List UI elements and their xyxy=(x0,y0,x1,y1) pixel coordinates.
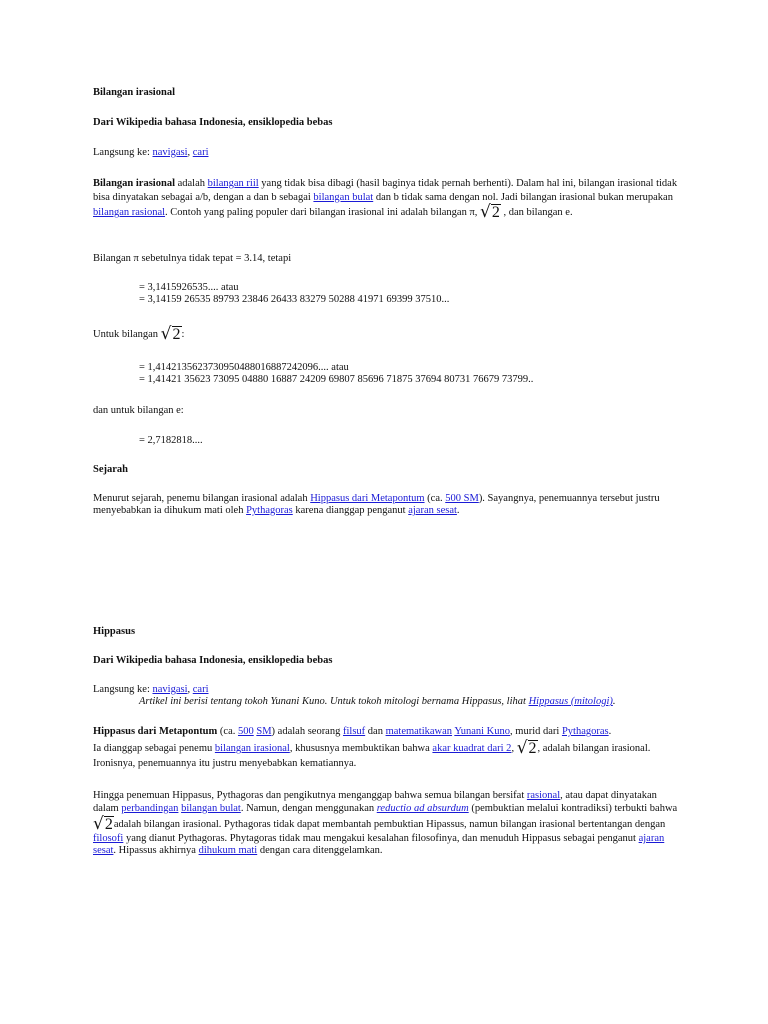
e-value-line: = 2,7182818.... xyxy=(139,435,203,446)
article-title: Bilangan irasional xyxy=(93,87,175,98)
link-yunani-kuno[interactable]: Yunani Kuno xyxy=(454,726,511,737)
pi-value-line-1: = 3,1415926535.... atau xyxy=(139,282,239,293)
search-link[interactable]: cari xyxy=(192,147,209,158)
sqrt-2-formula: √2 xyxy=(480,202,500,222)
link-matematikawan[interactable]: matematikawan xyxy=(385,726,453,737)
link-rasional[interactable]: rasional xyxy=(526,790,561,801)
link-sm[interactable]: SM xyxy=(256,726,272,737)
sqrt-2-formula: √2 xyxy=(516,738,537,758)
hatnote: Artikel ini berisi tentang tokoh Yunani Kuno. Untuk tokoh mitologi bernama Hippasus, lihat Hippasus (mitologi). xyxy=(139,696,616,707)
e-intro: dan untuk bilangan e: xyxy=(93,405,184,416)
jump-links: Langsung ke: navigasi, cari xyxy=(93,684,209,695)
link-dihukum-mati[interactable]: dihukum mati xyxy=(198,845,258,857)
jump-links: Langsung ke: navigasi, cari xyxy=(93,147,209,158)
hippasus-paragraph-3: Hingga penemuan Hippasus, Pythagoras dan pengikutnya menganggap bahwa semua bilangan bersifat rasional, atau dapat dinyatakan dalam perbandingan bilangan bulat. Namun, dengan menggunakan reductio ad absurdum (pembuktian melalui kontradiksi) terbukti bahwa √2adalah bilangan irasional. Pythagoras tidak dapat membantah pembuktian Hipassus, namun bilangan irasional bertentangan dengan filosofi yang dianut Pythagoras. Phytagoras tidak mau mengakui kesalahan filosofinya, dan menuduh Hippasus sebagai penganut ajaran sesat. Hipassus akhirnya dihukum mati dengan cara ditenggelamkan. xyxy=(93,790,678,857)
hippasus-paragraph-2: Ia dianggap sebagai penemu bilangan irasional, khususnya membuktikan bahwa akar kuadrat dari 2, √2, adalah bilangan irasional. Ironisnya, penemuannya itu justru menyebabkan kematiannya. xyxy=(93,738,651,769)
link-ajaran-sesat[interactable]: ajaran sesat xyxy=(408,505,457,516)
link-500[interactable]: 500 xyxy=(237,726,254,737)
article-subtitle: Dari Wikipedia bahasa Indonesia, ensiklopedia bebas xyxy=(93,655,333,666)
link-hippasus-mitologi[interactable]: Hippasus (mitologi) xyxy=(528,696,613,707)
pi-value-line-2: = 3,14159 26535 89793 23846 26433 83279 50288 41971 69399 37510... xyxy=(139,294,450,305)
article-subtitle: Dari Wikipedia bahasa Indonesia, ensiklopedia bebas xyxy=(93,117,333,128)
link-bilangan-irasional[interactable]: bilangan irasional xyxy=(214,743,290,754)
link-bilangan-riil[interactable]: bilangan riil xyxy=(207,178,259,189)
link-akar-kuadrat-dari-2[interactable]: akar kuadrat dari 2 xyxy=(432,743,512,754)
link-bilangan-bulat[interactable]: bilangan bulat xyxy=(181,802,241,814)
link-bilangan-bulat[interactable]: bilangan bulat xyxy=(313,191,374,203)
article-title: Hippasus xyxy=(93,626,136,637)
link-pythagoras[interactable]: Pythagoras xyxy=(246,505,293,516)
link-ajaran-sesat[interactable]: ajaran sesat xyxy=(93,832,665,857)
link-pythagoras[interactable]: Pythagoras xyxy=(561,726,609,737)
sqrt-2-formula: √2 xyxy=(160,324,181,344)
link-filosofi[interactable]: filosofi xyxy=(93,832,124,844)
history-paragraph: Menurut sejarah, penemu bilangan irasional adalah Hippasus dari Metapontum (ca. 500 SM). Sayangnya, penemuannya tersebut justru menyebabkan ia dihukum mati oleh Pythagoras karena dianggap penganut ajaran sesat. xyxy=(93,493,660,516)
link-hippasus[interactable]: Hippasus dari Metapontum xyxy=(310,493,425,504)
hippasus-intro: Hippasus dari Metapontum (ca. 500 SM) adalah seorang filsuf dan matematikawan Yunani Kuno, murid dari Pythagoras. xyxy=(93,726,612,737)
link-reductio-ad-absurdum[interactable]: reductio ad absurdum xyxy=(376,802,469,814)
link-filsuf[interactable]: filsuf xyxy=(342,726,366,737)
link-500-sm[interactable]: 500 SM xyxy=(445,493,479,504)
sqrt2-value-line-1: = 1,4142135623730950488016887242096.... atau xyxy=(139,362,349,373)
sqrt2-value-line-2: = 1,41421 35623 73095 04880 16887 24209 69807 85696 71875 37694 80731 76679 73799.. xyxy=(139,374,534,385)
sqrt2-intro: Untuk bilangan √2: xyxy=(93,324,185,344)
link-bilangan-rasional[interactable]: bilangan rasional xyxy=(93,207,166,218)
intro-paragraph: Bilangan irasional adalah bilangan riil yang tidak bisa dibagi (hasil baginya tidak pernah berhenti). Dalam hal ini, bilangan irasional tidak bisa dinyatakan sebagai a/b, dengan a dan b sebagai bilangan bulat dan b tidak sama dengan nol. Jadi bilangan irasional bukan merupakan bilangan rasional. Contoh yang paling populer dari bilangan irasional ini adalah bilangan π, √2 , dan bilangan e. xyxy=(93,178,678,222)
link-perbandingan[interactable]: perbandingan xyxy=(121,802,179,814)
history-heading: Sejarah xyxy=(93,464,128,475)
search-link[interactable]: cari xyxy=(192,684,209,695)
navigation-link[interactable]: navigasi xyxy=(152,684,188,695)
pi-intro: Bilangan π sebetulnya tidak tepat = 3.14, tetapi xyxy=(93,253,292,264)
sqrt-2-formula: √2 xyxy=(93,813,113,834)
navigation-link[interactable]: navigasi xyxy=(152,147,188,158)
